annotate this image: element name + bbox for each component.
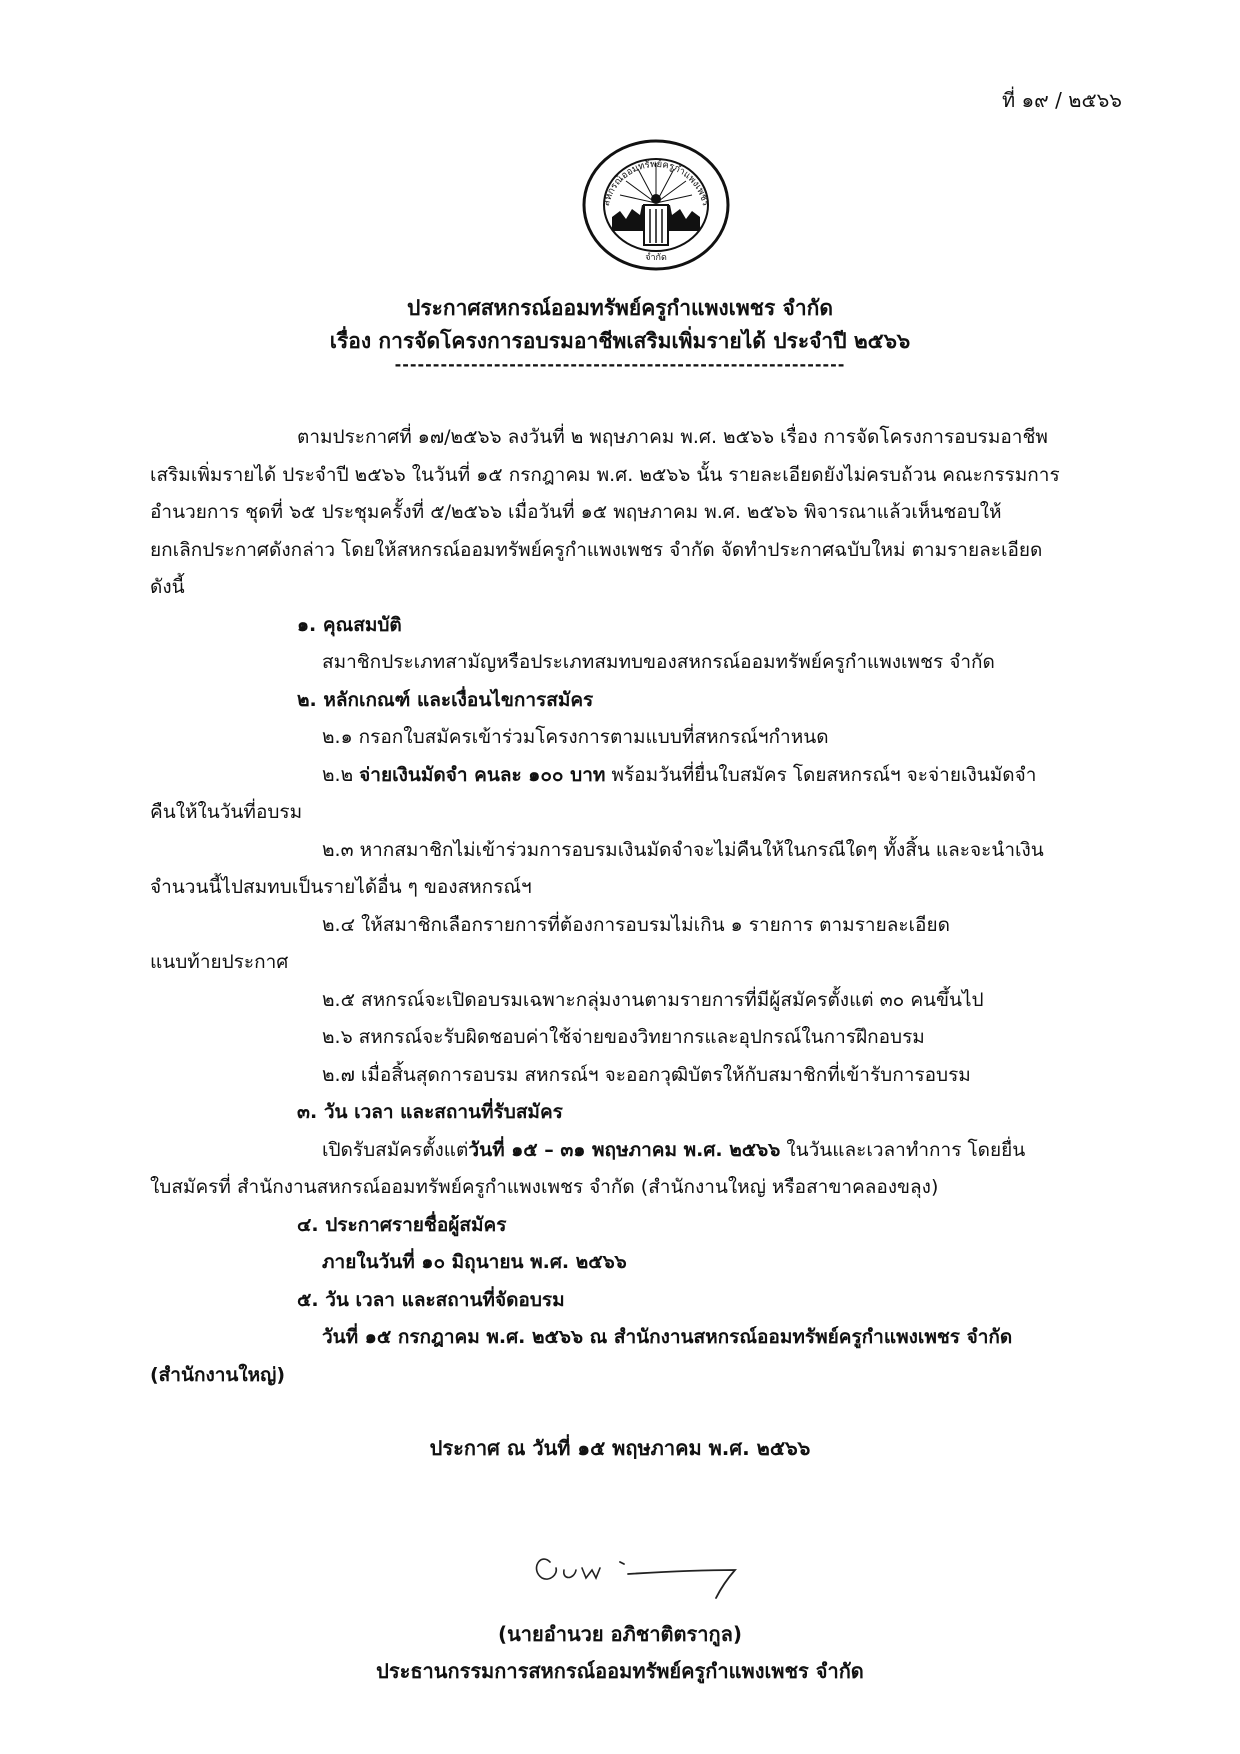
section-5-body: วันที่ ๑๕ กรกฎาคม พ.ศ. ๒๕๖๖ ณ สำนักงานสหกรณ์ออมทรัพย์ครูกำแพงเพชร จำกัด (322, 1326, 1013, 1348)
intro-line-4: ยกเลิกประกาศดังกล่าว โดยให้สหกรณ์ออมทรัพย์ครูกำแพงเพชร จำกัด จัดทำประกาศฉบับใหม่ ตามรายละเอียด (150, 539, 1043, 561)
document-number: ที่ ๑๙ / ๒๕๖๖ (1001, 88, 1122, 112)
section-2-item-1: ๒.๑ กรอกใบสมัครเข้าร่วมโครงการตามแบบที่สหกรณ์ฯกำหนด (322, 726, 829, 748)
svg-text:สหกรณ์ออมทรัพย์ครูกำแพงเพชร: สหกรณ์ออมทรัพย์ครูกำแพงเพชร (600, 158, 712, 208)
section-2-heading: ๒. หลักเกณฑ์ และเงื่อนไขการสมัคร (297, 689, 594, 711)
section-3-heading: ๓. วัน เวลา และสถานที่รับสมัคร (297, 1101, 563, 1123)
section-5-heading: ๕. วัน เวลา และสถานที่จัดอบรม (297, 1289, 565, 1311)
title-rule: ----------------------------------------------------------- (394, 355, 846, 374)
cooperative-seal-logo (580, 135, 732, 272)
section-1-body: สมาชิกประเภทสามัญหรือประเภทสมทบของสหกรณ์ออมทรัพย์ครูกำแพงเพชร จำกัด (322, 651, 995, 673)
signer-name: (นายอำนวย อภิชาติตรากูล) (497, 1622, 743, 1646)
section-2-item-2-cont: คืนให้ในวันที่อบรม (150, 801, 303, 823)
handwritten-signature (520, 1530, 750, 1600)
section-3-body (322, 1135, 1025, 1165)
section-2-item-4-cont: แนบท้ายประกาศ (150, 951, 289, 973)
signer-position: ประธานกรรมการสหกรณ์ออมทรัพย์ครูกำแพงเพชร จำกัด (376, 1659, 864, 1683)
announcement-subject: เรื่อง การจัดโครงการอบรมอาชีพเสริมเพิ่มรายได้ ประจำปี ๒๕๖๖ (329, 329, 911, 353)
item-2-rest: พร้อมวันที่ยื่นใบสมัคร โดยสหกรณ์ฯ จะจ่ายเงินมัดจำ (611, 764, 1037, 786)
section-2-item-7: ๒.๗ เมื่อสิ้นสุดการอบรม สหกรณ์ฯ จะออกวุฒิบัตรให้กับสมาชิกที่เข้ารับการอบรม (322, 1064, 971, 1086)
intro-line-1: ตามประกาศที่ ๑๗/๒๕๖๖ ลงวันที่ ๒ พฤษภาคม พ.ศ. ๒๕๖๖ เรื่อง การจัดโครงการอบรมอาชีพ (297, 426, 1048, 448)
section-1-heading: ๑. คุณสมบัติ (297, 614, 402, 636)
section-3-pre: เปิดรับสมัครตั้งแต่ (322, 1139, 469, 1161)
announcement-title: ประกาศสหกรณ์ออมทรัพย์ครูกำแพงเพชร จำกัด (407, 296, 833, 320)
intro-line-3: อำนวยการ ชุดที่ ๖๕ ประชุมครั้งที่ ๕/๒๕๖๖ เมื่อวันที่ ๑๕ พฤษภาคม พ.ศ. ๒๕๖๖ พิจารณาแล้วเห็นชอบให้ (150, 501, 1002, 523)
application-period: วันที่ ๑๕ – ๓๑ พฤษภาคม พ.ศ. ๒๕๖๖ (468, 1139, 781, 1161)
section-4-heading: ๔. ประกาศรายชื่อผู้สมัคร (297, 1214, 507, 1236)
deposit-amount: จ่ายเงินมัดจำ คนละ ๑๐๐ บาท (359, 764, 606, 786)
section-3-post: ในวันและเวลาทำการ โดยยื่น (786, 1139, 1026, 1161)
section-2-item-2 (322, 760, 1036, 790)
section-2-item-3: ๒.๓ หากสมาชิกไม่เข้าร่วมการอบรมเงินมัดจำจะไม่คืนให้ในกรณีใดๆ ทั้งสิ้น และจะนำเงิน (322, 839, 1044, 861)
intro-line-5: ดังนี้ (150, 576, 185, 598)
section-2-item-5: ๒.๕ สหกรณ์จะเปิดอบรมเฉพาะกลุ่มงานตามรายการที่มีผู้สมัครตั้งแต่ ๓๐ คนขึ้นไป (322, 989, 984, 1011)
svg-text:จำกัด: จำกัด (645, 253, 667, 263)
announce-date: ประกาศ ณ วันที่ ๑๕ พฤษภาคม พ.ศ. ๒๕๖๖ (429, 1436, 811, 1460)
section-2-item-3-cont: จำนวนนี้ไปสมทบเป็นรายได้อื่น ๆ ของสหกรณ์ฯ (150, 876, 532, 898)
section-4-body: ภายในวันที่ ๑๐ มิถุนายน พ.ศ. ๒๕๖๖ (322, 1251, 627, 1273)
intro-line-2: เสริมเพิ่มรายได้ ประจำปี ๒๕๖๖ ในวันที่ ๑๕ กรกฎาคม พ.ศ. ๒๕๖๖ นั้น รายละเอียดยังไม่ครบถ้วน คณะกรรมการ (150, 464, 1060, 486)
item-2-number: ๒.๒ (322, 764, 354, 786)
section-2-item-6: ๒.๖ สหกรณ์จะรับผิดชอบค่าใช้จ่ายของวิทยากรและอุปกรณ์ในการฝึกอบรม (322, 1026, 925, 1048)
section-5-cont: (สำนักงานใหญ่) (150, 1364, 286, 1386)
section-2-item-4: ๒.๔ ให้สมาชิกเลือกรายการที่ต้องการอบรมไม่เกิน ๑ รายการ ตามรายละเอียด (322, 914, 950, 936)
section-3-cont: ใบสมัครที่ สำนักงานสหกรณ์ออมทรัพย์ครูกำแพงเพชร จำกัด (สำนักงานใหญ่ หรือสาขาคลองขลุง) (150, 1176, 939, 1198)
